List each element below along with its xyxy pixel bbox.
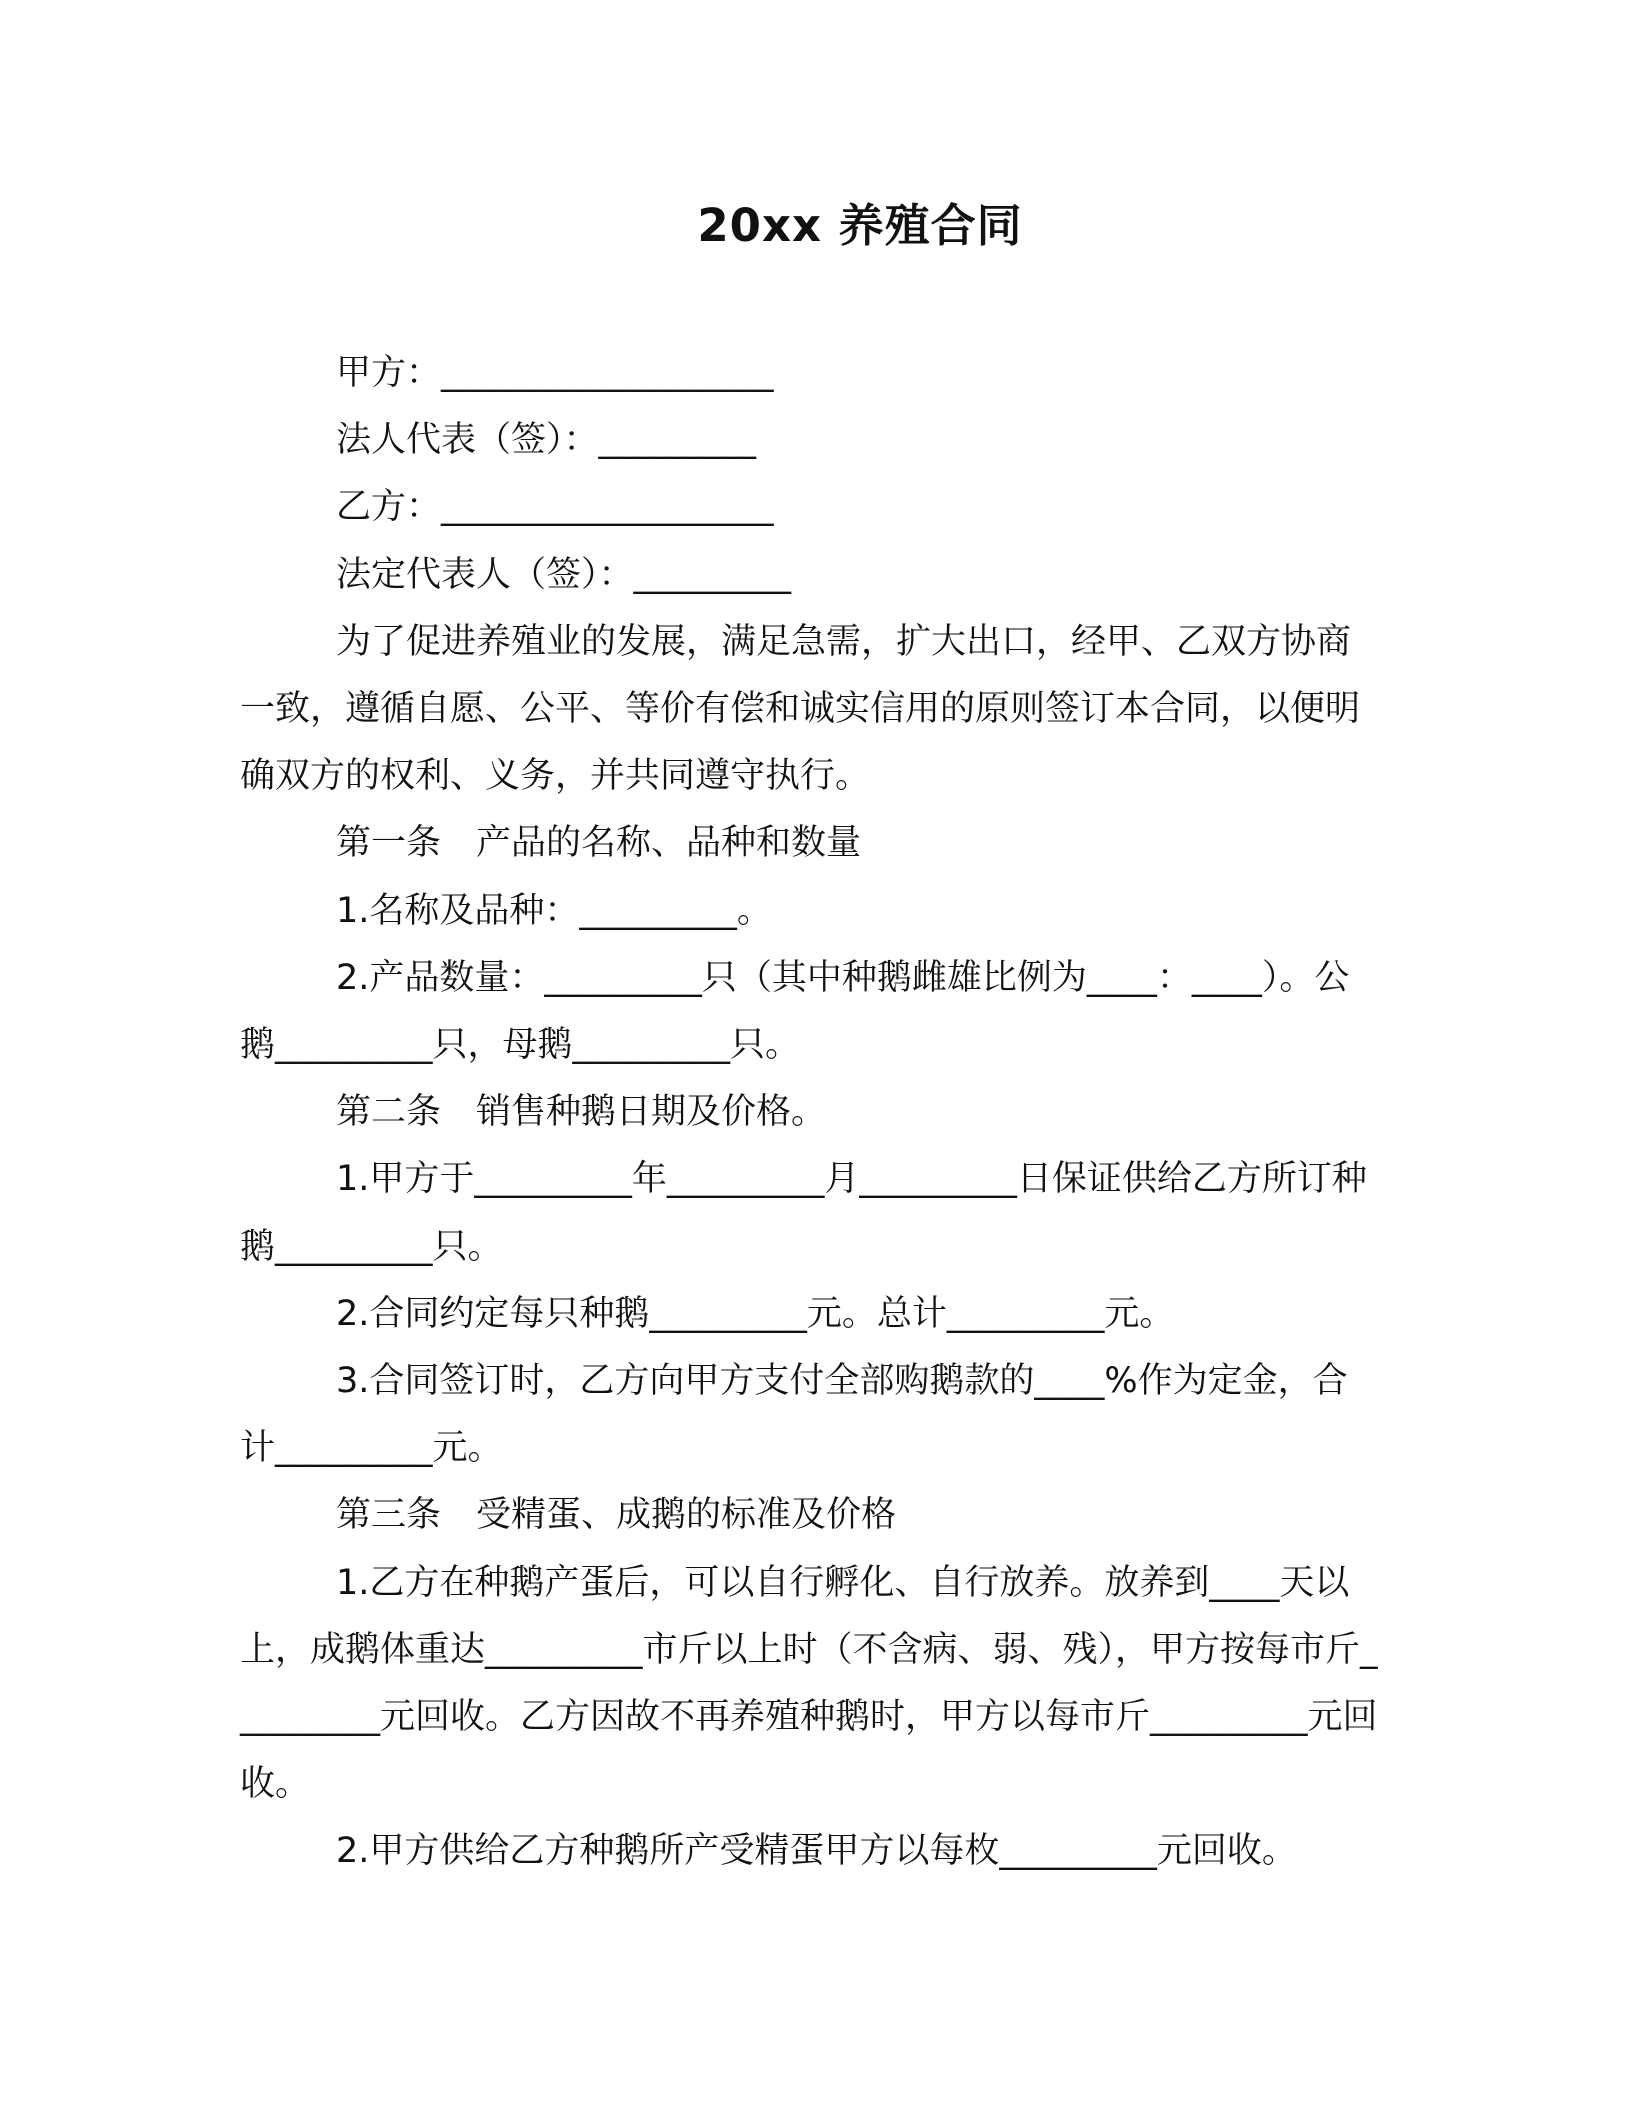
party-a-line: 甲方：___________________ bbox=[336, 353, 774, 393]
article-1-item-2: 2.产品数量：_________只（其中种鹅雌雄比例为____：____）。公鹅_________只，母鹅_________只。 bbox=[240, 957, 1350, 1066]
article-3-heading: 第三条 受精蛋、成鹅的标准及价格 bbox=[336, 1495, 897, 1536]
legal-representative-line: 法人代表（签）：_________ bbox=[336, 420, 757, 461]
article-3-item-1: 1.乙方在种鹅产蛋后，可以自行孵化、自行放养。放养到____天以上，成鹅体重达_________市斤以上时（不含病、弱、残），甲方按每市斤_________元回收。乙方因故不再养殖种鹅时，甲方以每市斤_________元回收。 bbox=[240, 1562, 1378, 1805]
article-1-item-1: 1.名称及品种：_________。 bbox=[336, 890, 772, 931]
article-1-heading: 第一条 产品的名称、品种和数量 bbox=[336, 823, 862, 864]
document-title: 20xx 养殖合同 bbox=[697, 199, 1023, 252]
article-2-heading: 第二条 销售种鹅日期及价格。 bbox=[336, 1092, 827, 1133]
contract-body bbox=[240, 340, 1380, 1886]
article-2-item-2: 2.合同约定每只种鹅_________元。总计_________元。 bbox=[336, 1293, 1175, 1334]
statutory-representative-line: 法定代表人（签）：_________ bbox=[336, 554, 792, 595]
preamble-paragraph: 为了促进养殖业的发展，满足急需，扩大出口，经甲、乙双方协商一致，遵循自愿、公平、等价有偿和诚实信用的原则签订本合同，以便明确双方的权利、义务，并共同遵守执行。 bbox=[240, 621, 1361, 797]
article-2-item-1: 1.甲方于_________年_________月_________日保证供给乙方所订种鹅_________只。 bbox=[240, 1159, 1367, 1267]
party-b-line: 乙方：___________________ bbox=[336, 487, 774, 528]
article-2-item-3: 3.合同签订时，乙方向甲方支付全部购鹅款的____%作为定金，合计_________元。 bbox=[240, 1361, 1348, 1469]
article-3-item-2: 2.甲方供给乙方种鹅所产受精蛋甲方以每枚_________元回收。 bbox=[336, 1831, 1297, 1872]
